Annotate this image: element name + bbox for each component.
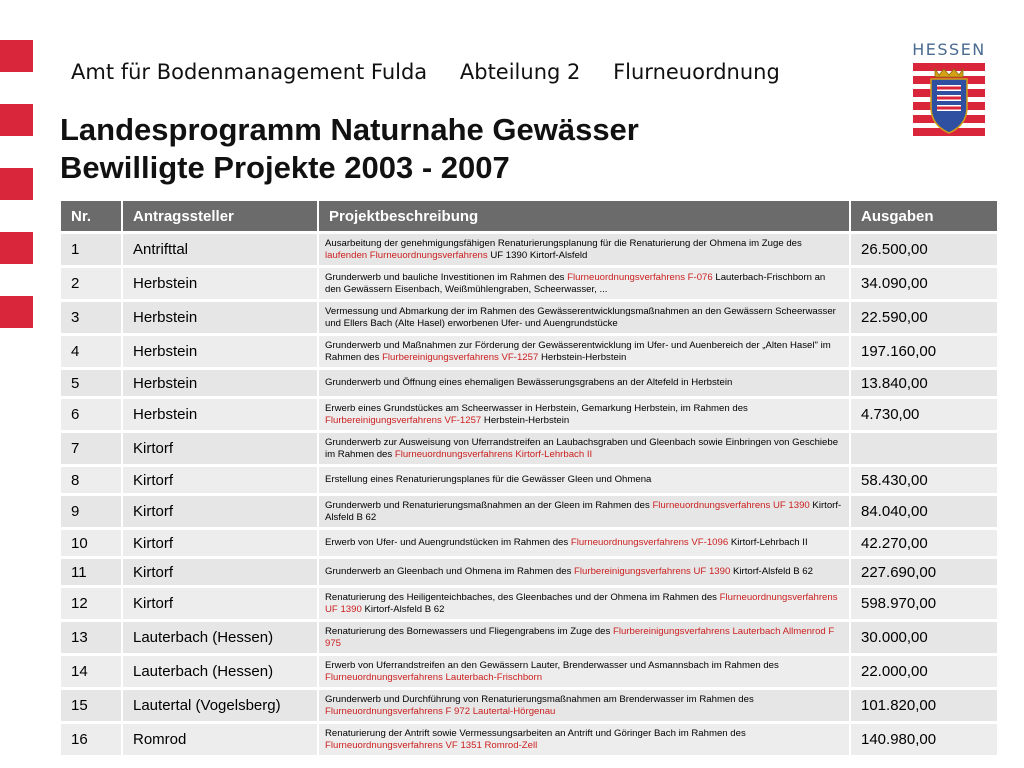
- table-row: [61, 559, 997, 585]
- cell-nr: 16: [61, 724, 123, 755]
- description-text: Lauterbach-Frischborn an den Gewässern Eisenbach, Weißmühlengraben, Scheerwasser, ...: [325, 271, 826, 295]
- table-row: [61, 588, 997, 619]
- description-procedure-highlight: Flurneuordnungsverfahrens VF-1096: [570, 537, 729, 548]
- cell-amount: 34.090,00: [851, 268, 997, 299]
- table-row: [61, 336, 997, 367]
- description-procedure-highlight: Flurneuordnungsverfahrens F 972 Lautertal-Hörgenau: [325, 705, 556, 717]
- cell-nr: 10: [61, 530, 123, 556]
- cell-amount: 101.820,00: [851, 690, 997, 721]
- cell-nr: 5: [61, 370, 123, 396]
- title-line-1: Landesprogramm Naturnahe Gewässer: [60, 112, 639, 147]
- header-dept: Abteilung 2: [459, 60, 581, 84]
- description-procedure-highlight: Flurbereinigungsverfahrens VF-1257: [325, 414, 482, 426]
- cell-description: [319, 467, 851, 493]
- page-title: [60, 111, 639, 187]
- table-row: [61, 622, 997, 653]
- description-procedure-highlight: Flurneuordnungsverfahrens UF 1390: [652, 499, 810, 511]
- cell-applicant: Kirtorf: [123, 496, 319, 527]
- table-row: [61, 399, 997, 430]
- header-unit: Flurneuordnung: [613, 60, 780, 84]
- cell-nr: 2: [61, 268, 123, 299]
- cell-nr: 12: [61, 588, 123, 619]
- description-text: Grunderwerb zur Ausweisung von Uferrandstreifen an Laubachsgraben und Gleenbach sowie Einbringen von Geschiebe im Rahmen des: [325, 436, 839, 460]
- cell-amount: 4.730,00: [851, 399, 997, 430]
- hessen-coat-of-arms-icon: [913, 63, 985, 137]
- cell-description: [319, 588, 851, 619]
- cell-description: [319, 268, 851, 299]
- cell-applicant: Lauterbach (Hessen): [123, 656, 319, 687]
- table-row: [61, 530, 997, 556]
- description-procedure-highlight: Flurneuordnungsverfahrens F-076: [567, 271, 713, 283]
- description-text: Renaturierung des Bornewassers und Fliegengrabens im Zuge des: [325, 625, 613, 637]
- cell-description: [319, 724, 851, 755]
- table-header-row: [61, 201, 997, 231]
- cell-nr: 6: [61, 399, 123, 430]
- cell-description: [319, 559, 851, 585]
- table-row: [61, 656, 997, 687]
- cell-applicant: Lautertal (Vogelsberg): [123, 690, 319, 721]
- description-text: Kirtorf-Alsfeld B 62: [325, 499, 842, 523]
- col-header-nr: Nr.: [61, 201, 123, 231]
- cell-applicant: Herbstein: [123, 336, 319, 367]
- cell-amount: 598.970,00: [851, 588, 997, 619]
- cell-applicant: Lauterbach (Hessen): [123, 622, 319, 653]
- cell-nr: 3: [61, 302, 123, 333]
- cell-description: [319, 234, 851, 265]
- cell-applicant: Antrifttal: [123, 234, 319, 265]
- description-text: Herbstein-Herbstein: [481, 414, 570, 426]
- table-row: [61, 433, 997, 464]
- cell-amount: 197.160,00: [851, 336, 997, 367]
- cell-applicant: Romrod: [123, 724, 319, 755]
- cell-description: [319, 496, 851, 527]
- stripe: [0, 296, 33, 328]
- cell-amount: 42.270,00: [851, 530, 997, 556]
- description-procedure-highlight: Flurbereinigungsverfahrens Lauterbach Allmenrod F 975: [325, 625, 835, 649]
- description-text: UF 1390 Kirtorf-Alsfeld: [487, 249, 588, 261]
- header-org: Amt für Bodenmanagement Fulda: [71, 60, 428, 84]
- projects-table: [61, 198, 997, 758]
- description-text: Grunderwerb und bauliche Investitionen im Rahmen des: [325, 271, 568, 283]
- cell-description: [319, 336, 851, 367]
- cell-nr: 4: [61, 336, 123, 367]
- logo-word: HESSEN: [912, 40, 986, 59]
- description-text: Grunderwerb und Öffnung eines ehemaligen Bewässerungsgrabens an der Altefeld in Herbstein: [325, 377, 733, 388]
- description-procedure-highlight: Flurbereinigungsverfahrens VF-1257: [382, 351, 539, 363]
- description-text: Grunderwerb und Maßnahmen zur Förderung der Gewässerentwicklung im Ufer- und Auenbereich der „Alten Hasel" im Rahmen des: [325, 339, 831, 363]
- col-header-amount: Ausgaben: [851, 201, 997, 231]
- cell-applicant: Herbstein: [123, 268, 319, 299]
- description-text: Ausarbeitung der genehmigungsfähigen Renaturierungsplanung für die Renaturierung der Ohmena im Zuge des: [325, 237, 802, 249]
- cell-description: [319, 656, 851, 687]
- header-line: [71, 60, 806, 84]
- cell-amount: 58.430,00: [851, 467, 997, 493]
- cell-nr: 8: [61, 467, 123, 493]
- cell-applicant: Herbstein: [123, 370, 319, 396]
- cell-amount: 84.040,00: [851, 496, 997, 527]
- description-text: Kirtorf-Alsfeld B 62: [730, 566, 813, 577]
- cell-nr: 14: [61, 656, 123, 687]
- description-procedure-highlight: Flurneuordnungsverfahrens Kirtorf-Lehrbach II: [394, 448, 593, 460]
- stripe: [0, 168, 33, 200]
- description-text: Renaturierung der Antrift sowie Vermessungsarbeiten an Antrift und Göringer Bach im Rahmen des: [325, 727, 746, 739]
- table-body: [61, 234, 997, 755]
- hessen-logo: [910, 40, 988, 137]
- description-procedure-highlight: Flurneuordnungsverfahrens UF 1390: [325, 591, 838, 615]
- cell-amount: 26.500,00: [851, 234, 997, 265]
- side-stripes: [0, 40, 33, 360]
- cell-amount: 30.000,00: [851, 622, 997, 653]
- cell-description: [319, 690, 851, 721]
- title-line-2: Bewilligte Projekte 2003 - 2007: [60, 150, 510, 185]
- description-text: Vermessung und Abmarkung der im Rahmen des Gewässerentwicklungsmaßnahmen an den Gewässern Scheerwasser und Ellers Bach (Alte Hasel) erworbenen Ufer- und Auengrundstücke: [325, 305, 836, 329]
- cell-nr: 13: [61, 622, 123, 653]
- cell-nr: 7: [61, 433, 123, 464]
- col-header-applicant: Antragssteller: [123, 201, 319, 231]
- cell-description: [319, 399, 851, 430]
- description-text: Grunderwerb und Renaturierungsmaßnahmen an der Gleen im Rahmen des: [325, 499, 653, 511]
- description-procedure-highlight: Flurbereinigungsverfahrens UF 1390: [574, 566, 731, 577]
- table-row: [61, 496, 997, 527]
- cell-amount: 22.590,00: [851, 302, 997, 333]
- table-row: [61, 268, 997, 299]
- description-text: Erstellung eines Renaturierungsplanes für die Gewässer Gleen und Ohmena: [325, 474, 652, 485]
- cell-description: [319, 302, 851, 333]
- description-text: Grunderwerb und Durchführung von Renaturierungsmaßnahmen am Brenderwasser im Rahmen des: [325, 693, 754, 705]
- col-header-description: Projektbeschreibung: [319, 201, 851, 231]
- cell-nr: 9: [61, 496, 123, 527]
- table-row: [61, 302, 997, 333]
- cell-description: [319, 530, 851, 556]
- cell-applicant: Kirtorf: [123, 433, 319, 464]
- description-text: Erwerb von Ufer- und Auengrundstücken im Rahmen des: [325, 537, 571, 548]
- description-text: Kirtorf-Alsfeld B 62: [361, 603, 445, 615]
- cell-applicant: Herbstein: [123, 399, 319, 430]
- description-text: Erwerb eines Grundstückes am Scheerwasser in Herbstein, Gemarkung Herbstein, im Rahmen des: [325, 402, 748, 414]
- cell-description: [319, 622, 851, 653]
- cell-description: [319, 433, 851, 464]
- description-procedure-highlight: Flurneuordnungsverfahrens Lauterbach-Frischborn: [325, 671, 543, 683]
- cell-nr: 1: [61, 234, 123, 265]
- table-row: [61, 234, 997, 265]
- description-text: Renaturierung des Heiligenteichbaches, des Gleenbaches und der Ohmena im Rahmen des: [325, 591, 720, 603]
- cell-applicant: Kirtorf: [123, 467, 319, 493]
- stripe: [0, 104, 33, 136]
- description-procedure-highlight: laufenden Flurneuordnungsverfahrens: [325, 249, 488, 261]
- cell-description: [319, 370, 851, 396]
- table-row: [61, 724, 997, 755]
- table-row: [61, 690, 997, 721]
- stripe: [0, 232, 33, 264]
- description-text: Grunderwerb an Gleenbach und Ohmena im Rahmen des: [325, 566, 575, 577]
- cell-amount: 22.000,00: [851, 656, 997, 687]
- cell-amount: 140.980,00: [851, 724, 997, 755]
- cell-nr: 15: [61, 690, 123, 721]
- cell-applicant: Herbstein: [123, 302, 319, 333]
- table-row: [61, 370, 997, 396]
- description-text: Kirtorf-Lehrbach II: [728, 537, 808, 548]
- cell-amount: [851, 433, 997, 464]
- cell-nr: 11: [61, 559, 123, 585]
- cell-amount: 227.690,00: [851, 559, 997, 585]
- stripe: [0, 40, 33, 72]
- description-text: Herbstein-Herbstein: [538, 351, 627, 363]
- cell-amount: 13.840,00: [851, 370, 997, 396]
- description-text: Erwerb von Uferrandstreifen an den Gewässern Lauter, Brenderwasser und Asmannsbach im Rahmen des: [325, 659, 779, 671]
- description-procedure-highlight: Flurneuordnungsverfahrens VF 1351 Romrod-Zell: [325, 739, 538, 751]
- table-row: [61, 467, 997, 493]
- cell-applicant: Kirtorf: [123, 588, 319, 619]
- cell-applicant: Kirtorf: [123, 530, 319, 556]
- cell-applicant: Kirtorf: [123, 559, 319, 585]
